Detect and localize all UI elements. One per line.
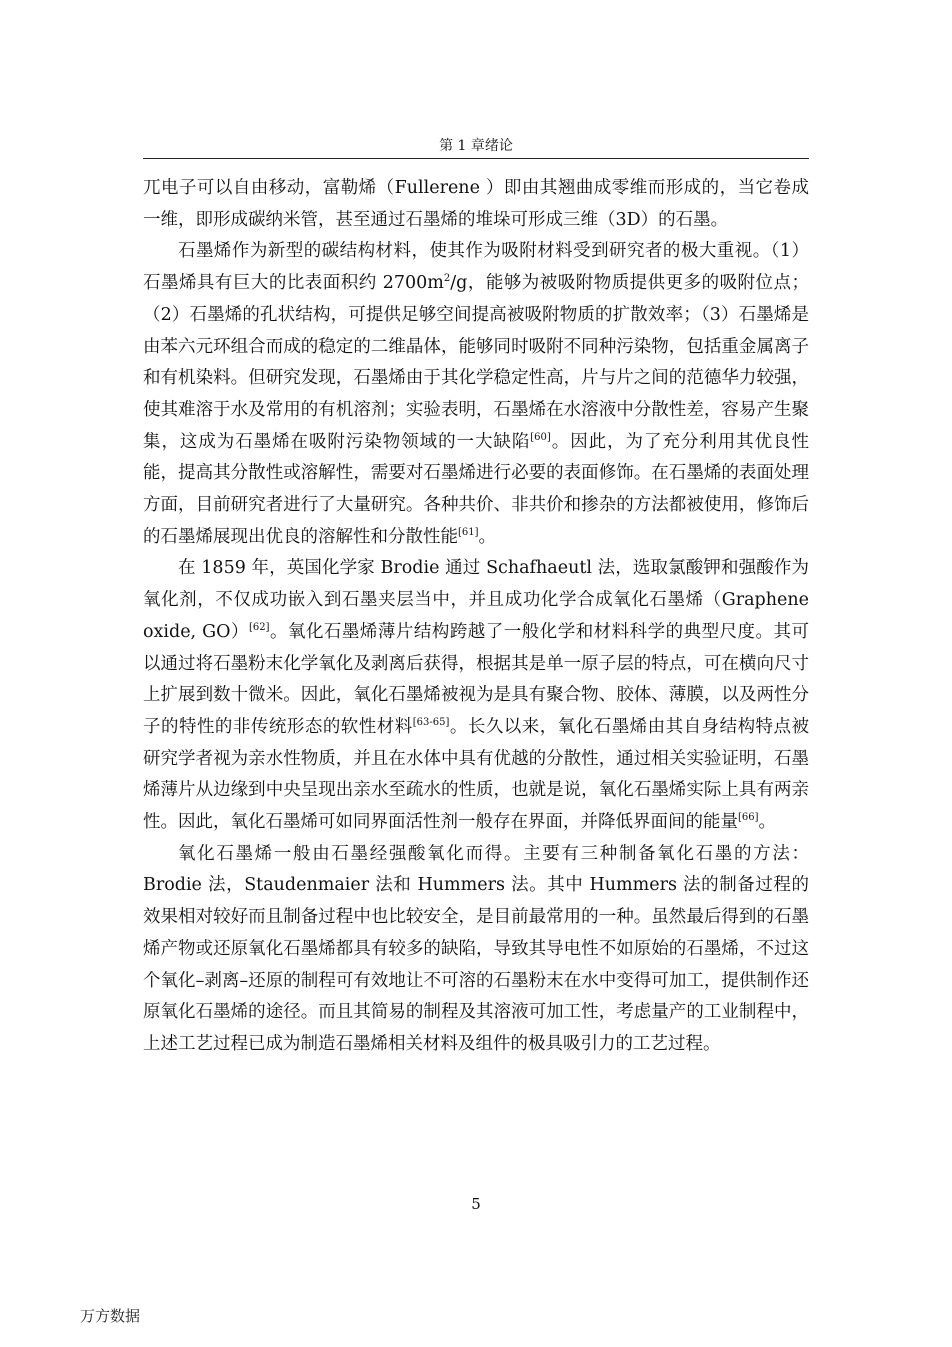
citation-superscript: 2 bbox=[443, 273, 451, 285]
paragraph bbox=[143, 553, 809, 838]
citation-superscript: [61] bbox=[458, 526, 479, 538]
text-run: 氧化石墨烯一般由石墨经强酸氧化而得。主要有三种制备氧化石墨的方法：Brodie 法，Staudenmaier 法和 Hummers 法。其中 Hummers 法的制备过程的效果相对较好而且制备过程中也比较安全，是目前最常用的一种。虽然最后得到的石墨烯产物或还原氧化石墨烯都具有较多的缺陷，导致其导电性不如原始的石墨烯，不过这个氧化–剥离–还原的制程可有效地让不可溶的石墨粉末在水中变得可加工，提供制作还原氧化石墨烯的途径。而且其简易的制程及其溶液可加工性，考虑量产的工业制程中，上述工艺过程已成为制造石墨烯相关材料及组件的极具吸引力的工艺过程。 bbox=[143, 843, 809, 1054]
citation-superscript: [63-65] bbox=[412, 716, 450, 728]
text-run: 。因此，为了充分利用其优良性能，提高其分散性或溶解性，需要对石墨烯进行必要的表面修饰。在石墨烯的表面处理方面，目前研究者进行了大量研究。各种共价、非共价和掺杂的方法都被使用，修饰后的石墨烯展现出优良的溶解性和分散性能 bbox=[143, 431, 809, 547]
text-run: 。长久以来，氧化石墨烯由其自身结构特点被研究学者视为亲水性物质，并且在水体中具有优越的分散性，通过相关实验证明，石墨烯薄片从边缘到中央呈现出亲水至疏水的性质，也就是说，氧化石墨烯实际上具有两亲性。因此，氧化石墨烯可如同界面活性剂一般存在界面，并降低界面间的能量 bbox=[143, 716, 810, 833]
body-text bbox=[143, 173, 809, 1061]
paragraph bbox=[143, 173, 809, 236]
text-run: /g，能够为被吸附物质提供更多的吸附位点；（2）石墨烯的孔状结构，可提供足够空间提高被吸附物质的扩散效率；（3）石墨烯是由苯六元环组合而成的稳定的二维晶体，能够同时吸附不同种污染物，包括重金属离子和有机染料。但研究发现，石墨烯由于其化学稳定性高，片与片之间的范德华力较强，使其难溶于水及常用的有机溶剂；实验表明，石墨烯在水溶液中分散性差，容易产生聚集，这成为石墨烯在吸附污染物领域的一大缺陷 bbox=[143, 273, 809, 452]
text-run: 兀电子可以自由移动，富勒烯（Fullerene ）即由其翘曲成零维而形成的，当它卷成一维，即形成碳纳米管，甚至通过石墨烯的堆垛可形成三维（3D）的石墨。 bbox=[143, 178, 809, 230]
paragraph bbox=[143, 839, 809, 1061]
paragraph bbox=[143, 236, 809, 553]
text-run: 。氧化石墨烯薄片结构跨越了一般化学和材料科学的典型尺度。其可以通过将石墨粉末化学氧化及剥离后获得，根据其是单一原子层的特点，可在横向尺寸上扩展到数十微米。因此，氧化石墨烯被视为是具有聚合物、胶体、薄膜，以及两性分子的特性的非传统形态的软性材料 bbox=[143, 621, 810, 737]
citation-superscript: [62] bbox=[248, 621, 270, 633]
citation-superscript: [66] bbox=[738, 812, 759, 824]
text-run: 。 bbox=[478, 526, 497, 547]
page-number: 5 bbox=[471, 1195, 481, 1213]
text-run: 在 1859 年，英国化学家 Brodie 通过 Schafhaeutl 法，选取氯酸钾和强酸作为氧化剂，不仅成功嵌入到石墨夹层当中，并且成功化学合成氧化石墨烯（Graphene oxide, GO） bbox=[143, 558, 809, 642]
watermark: 万方数据 bbox=[80, 1307, 141, 1325]
citation-superscript: [60] bbox=[530, 431, 551, 443]
text-run: 。 bbox=[758, 812, 777, 833]
text-run: 石墨烯作为新型的碳结构材料，使其作为吸附材料受到研究者的极大重视。（1）石墨烯具有巨大的比表面积约 2700m bbox=[143, 241, 809, 294]
header-rule bbox=[143, 158, 809, 159]
running-header: 第 1 章绪论 bbox=[439, 138, 513, 154]
